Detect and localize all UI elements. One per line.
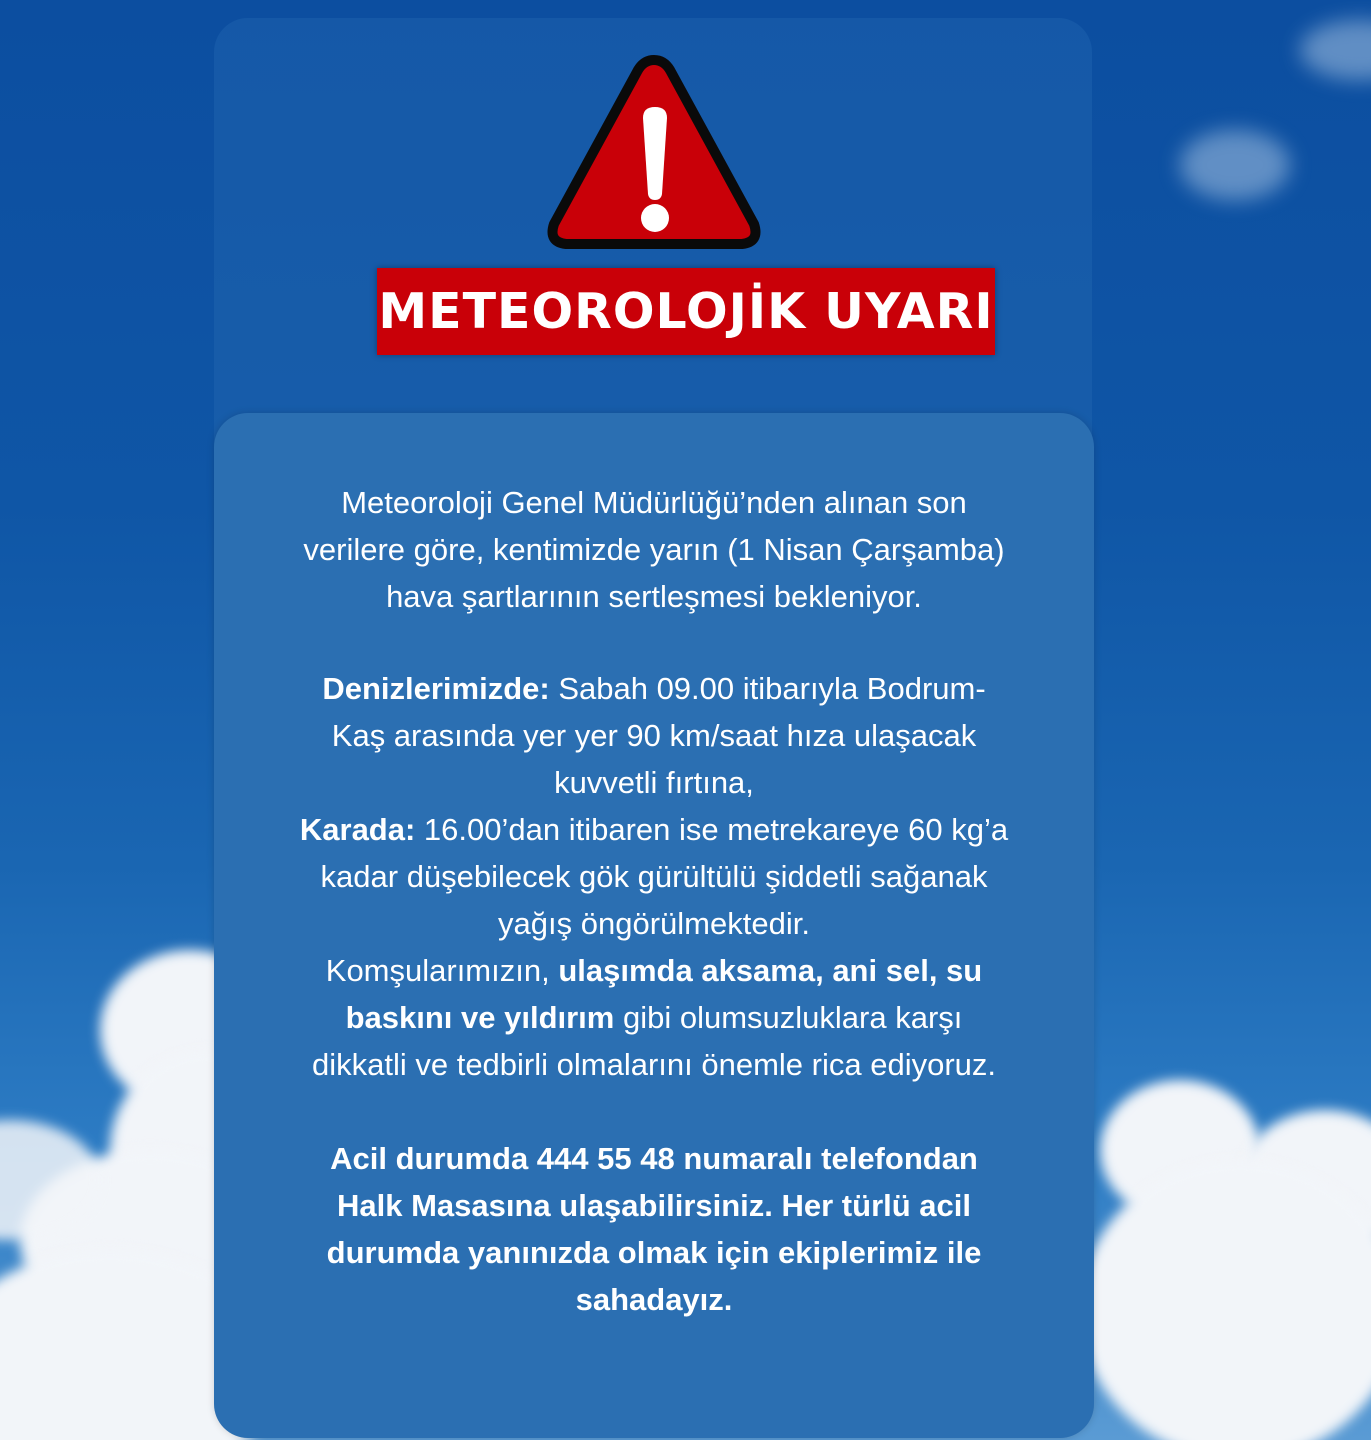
intro-line: verilere göre, kentimizde yarın (1 Nisan Çarşamba) — [303, 532, 1005, 567]
sea-line-2: Kaş arasında yer yer 90 km/saat hıza ulaşacak — [331, 718, 977, 753]
land-line-2: kadar düşebilecek gök gürültülü şiddetli sağanak — [320, 859, 988, 894]
sea-line-3: kuvvetli fırtına, — [554, 765, 754, 800]
warning-text: gibi olumsuzluklara karşı — [614, 1000, 963, 1035]
land-line-3: yağış öngörülmektedir. — [498, 906, 810, 941]
sea-label: Denizlerimizde: — [322, 671, 550, 706]
warning-line-3: dikkatli ve tedbirli olmalarını önemle rica ediyoruz. — [311, 1047, 996, 1082]
forecast-paragraph — [214, 665, 1094, 1088]
intro-paragraph — [214, 479, 1094, 620]
warning-bold: baskını ve yıldırım — [345, 1000, 615, 1035]
page-title: METEOROLOJİK UYARI — [378, 283, 994, 340]
land-text: 16.00’dan itibaren ise metrekareye 60 kg’a — [415, 812, 1009, 847]
intro-line: hava şartlarının sertleşmesi bekleniyor. — [386, 579, 922, 614]
warning-line-1 — [214, 947, 1094, 994]
warning-line-2 — [214, 994, 1094, 1041]
emergency-line: sahadayız. — [575, 1282, 733, 1317]
cloud — [1080, 1160, 1371, 1440]
sea-line-1 — [214, 665, 1094, 712]
warning-bold: ulaşımda aksama, ani sel, su — [558, 953, 983, 988]
warning-text: Komşularımızın, — [325, 953, 559, 988]
cloud-wisp — [1180, 130, 1290, 200]
cloud-wisp — [1300, 20, 1371, 80]
intro-line: Meteoroloji Genel Müdürlüğü’nden alınan son — [341, 485, 967, 520]
emergency-line: Halk Masasına ulaşabilirsiniz. Her türlü acil — [336, 1188, 972, 1223]
sea-text: Sabah 09.00 itibarıyla Bodrum- — [549, 671, 986, 706]
land-line-1 — [214, 806, 1094, 853]
warning-triangle-icon — [546, 52, 762, 252]
content-card — [214, 413, 1094, 1438]
emergency-line: durumda yanınızda olmak için ekiplerimiz ile — [326, 1235, 982, 1270]
title-banner — [377, 268, 995, 355]
land-label: Karada: — [299, 812, 416, 847]
emergency-paragraph — [214, 1135, 1094, 1323]
emergency-line: Acil durumda 444 55 48 numaralı telefondan — [330, 1141, 978, 1176]
